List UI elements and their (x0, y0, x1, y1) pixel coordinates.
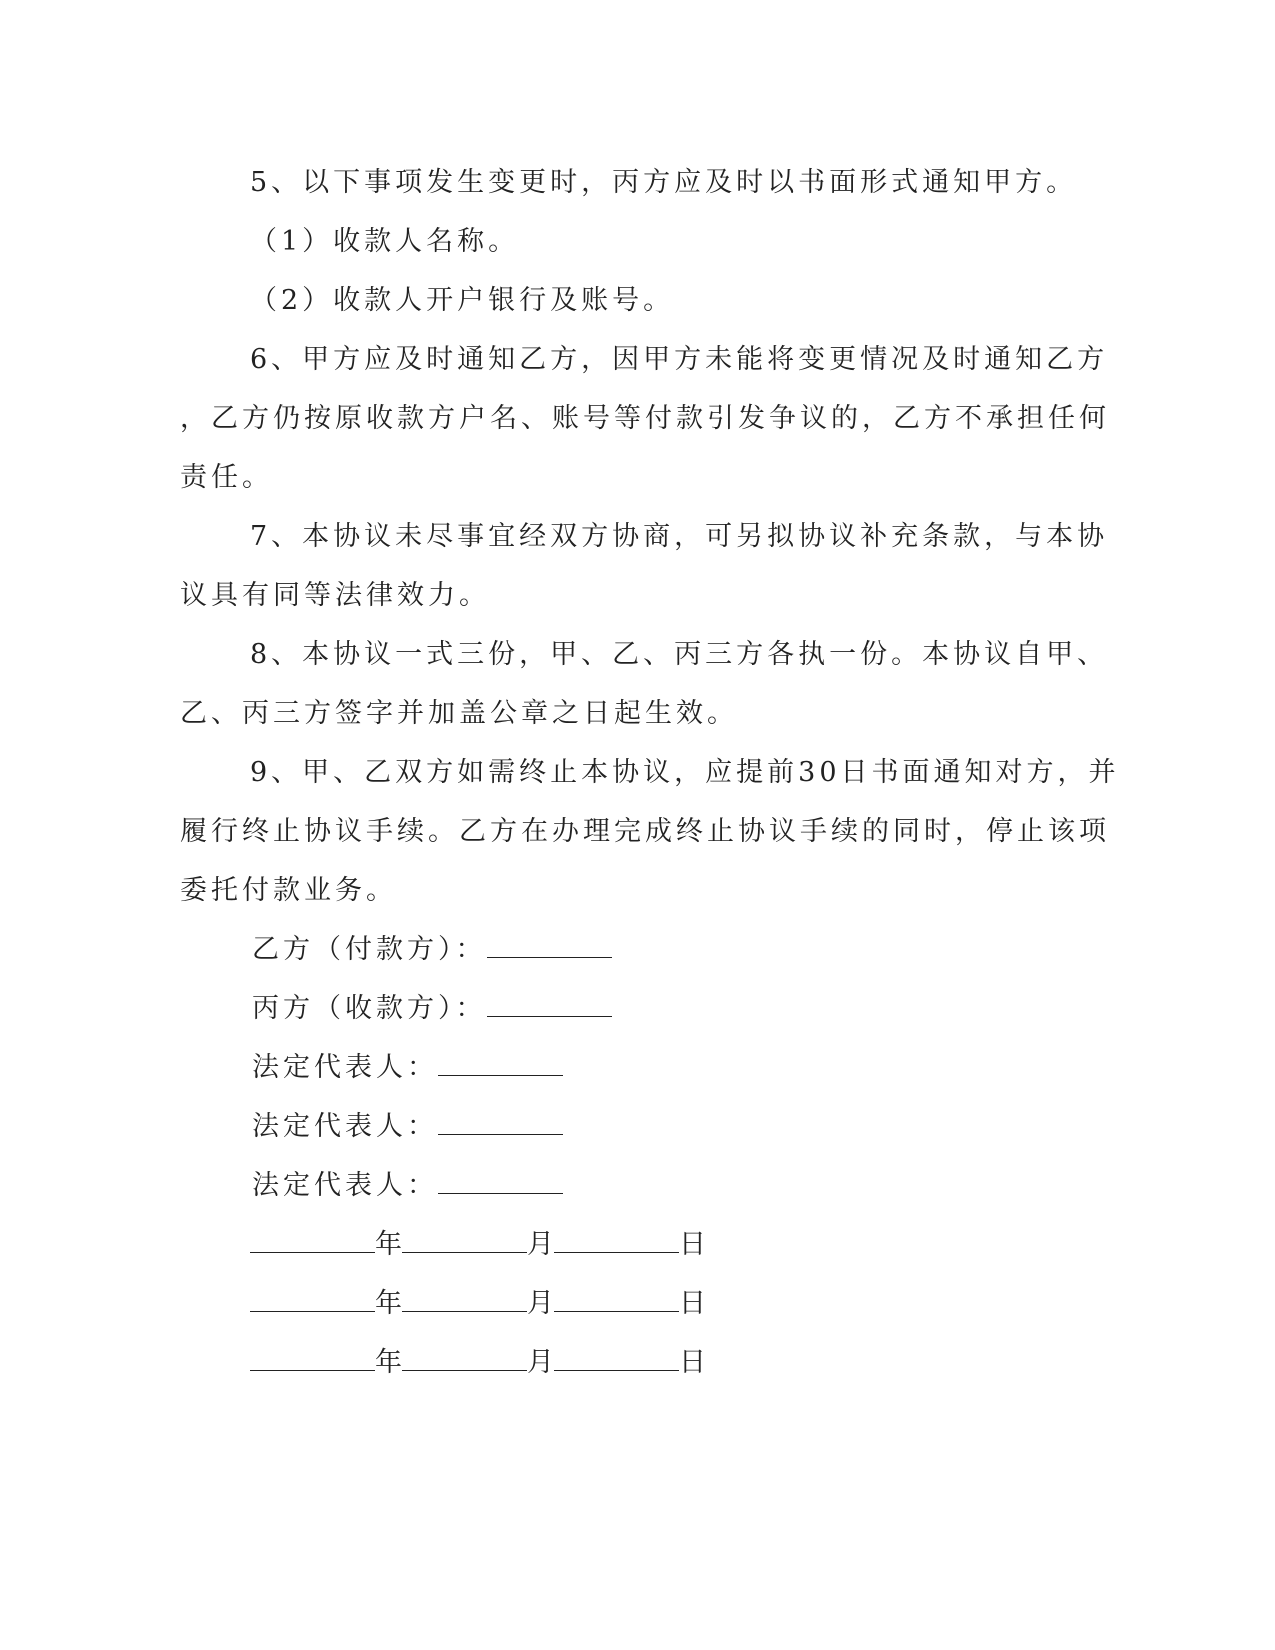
day-blank (554, 1346, 679, 1371)
party-c-blank (487, 992, 612, 1017)
clause-9-line-1: 9、甲、乙双方如需终止本协议，应提前30日书面通知对方，并 (250, 757, 1120, 788)
year-label: 年 (375, 1347, 402, 1378)
clause-8-line-1: 8、本协议一式三份，甲、乙、丙三方各执一份。本协议自甲、 (250, 639, 1109, 670)
legal-rep-line-2 (252, 1110, 563, 1144)
clause-6-line-2: ，乙方仍按原收款方户名、账号等付款引发争议的，乙方不承担任何 (180, 403, 1110, 434)
clause-5-item-2: （2）收款人开户银行及账号。 (250, 285, 675, 316)
month-blank (402, 1287, 527, 1312)
party-c-signature-line (252, 992, 612, 1026)
year-blank (250, 1228, 375, 1253)
legal-rep-label-2: 法定代表人： (252, 1111, 438, 1142)
day-blank (554, 1287, 679, 1312)
day-label: 日 (679, 1229, 706, 1260)
party-c-label: 丙方（收款方）： (252, 993, 487, 1024)
day-blank (554, 1228, 679, 1253)
clause-8-line-2: 乙、丙三方签字并加盖公章之日起生效。 (180, 698, 738, 729)
day-label: 日 (679, 1347, 706, 1378)
legal-rep-line-3 (252, 1169, 563, 1203)
month-blank (402, 1346, 527, 1371)
party-b-signature-line (252, 933, 612, 967)
legal-rep-line-1 (252, 1051, 563, 1085)
day-label: 日 (679, 1288, 706, 1319)
month-label: 月 (527, 1229, 554, 1260)
legal-rep-blank-1 (438, 1051, 563, 1076)
year-label: 年 (375, 1229, 402, 1260)
clause-5: 5、以下事项发生变更时，丙方应及时以书面形式通知甲方。 (250, 167, 1078, 198)
clause-5-item-1: （1）收款人名称。 (250, 226, 520, 257)
clause-7-line-2: 议具有同等法律效力。 (180, 580, 490, 611)
party-b-blank (487, 933, 612, 958)
date-line-1 (250, 1228, 706, 1262)
date-line-3 (250, 1346, 706, 1380)
date-line-2 (250, 1287, 706, 1321)
legal-rep-label-3: 法定代表人： (252, 1170, 438, 1201)
year-label: 年 (375, 1288, 402, 1319)
clause-6-line-1: 6、甲方应及时通知乙方，因甲方未能将变更情况及时通知乙方 (250, 344, 1109, 375)
clause-9-line-2: 履行终止协议手续。乙方在办理完成终止协议手续的同时，停止该项 (180, 816, 1110, 847)
legal-rep-blank-2 (438, 1110, 563, 1135)
clause-9-line-3: 委托付款业务。 (180, 875, 397, 906)
month-blank (402, 1228, 527, 1253)
party-b-label: 乙方（付款方）： (252, 934, 487, 965)
year-blank (250, 1346, 375, 1371)
month-label: 月 (527, 1288, 554, 1319)
clause-7-line-1: 7、本协议未尽事宜经双方协商，可另拟协议补充条款，与本协 (250, 521, 1109, 552)
legal-rep-label-1: 法定代表人： (252, 1052, 438, 1083)
month-label: 月 (527, 1347, 554, 1378)
year-blank (250, 1287, 375, 1312)
clause-6-line-3: 责任。 (180, 462, 273, 493)
legal-rep-blank-3 (438, 1169, 563, 1194)
